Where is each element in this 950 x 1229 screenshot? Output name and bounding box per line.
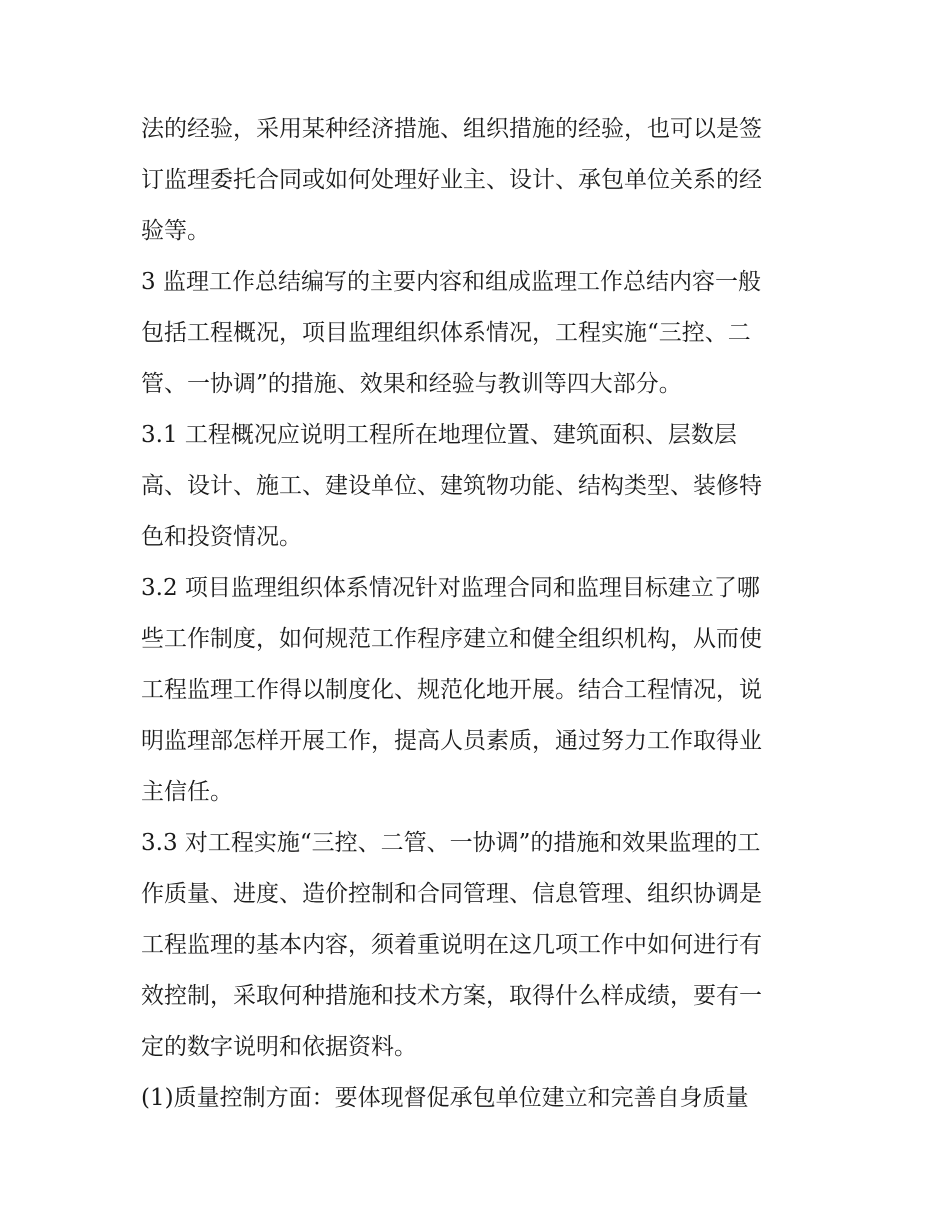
text-line: 3.1 工程概况应说明工程所在地理位置、建筑面积、层数层 (141, 422, 737, 448)
text-line: 明监理部怎样开展工作，提高人员素质，通过努力工作取得业 (141, 728, 762, 754)
text-line: 订监理委托合同或如何处理好业主、设计、承包单位关系的经 (141, 167, 762, 193)
text-line: (1)质量控制方面：要体现督促承包单位建立和完善自身质量 (141, 1085, 749, 1111)
text-line: 包括工程概况，项目监理组织体系情况，工程实施“三控、二 (141, 320, 751, 346)
text-line: 定的数字说明和依据资料。 (141, 1034, 417, 1060)
text-line: 3.2 项目监理组织体系情况针对监理合同和监理目标建立了哪 (141, 575, 760, 601)
text-line: 工程监理工作得以制度化、规范化地开展。结合工程情况，说 (141, 677, 762, 703)
text-line: 些工作制度，如何规范工作程序建立和健全组织机构，从而使 (141, 626, 762, 652)
text-line: 主信任。 (141, 779, 233, 805)
text-line: 3 监理工作总结编写的主要内容和组成监理工作总结内容一般 (141, 269, 761, 295)
text-line: 效控制，采取何种措施和技术方案，取得什么样成绩，要有一 (141, 983, 762, 1009)
text-line: 法的经验，采用某种经济措施、组织措施的经验，也可以是签 (141, 116, 762, 142)
text-line: 验等。 (141, 218, 210, 244)
text-line: 色和投资情况。 (141, 524, 302, 550)
text-line: 高、设计、施工、建设单位、建筑物功能、结构类型、装修特 (141, 473, 762, 499)
text-line: 工程监理的基本内容，须着重说明在这几项工作中如何进行有 (141, 932, 762, 958)
text-line: 管、一协调”的措施、效果和经验与教训等四大部分。 (141, 371, 682, 397)
body-text (141, 104, 821, 1124)
text-line: 作质量、进度、造价控制和合同管理、信息管理、组织协调是 (141, 881, 762, 907)
text-line: 3.3 对工程实施“三控、二管、一协调”的措施和效果监理的工 (141, 830, 761, 856)
